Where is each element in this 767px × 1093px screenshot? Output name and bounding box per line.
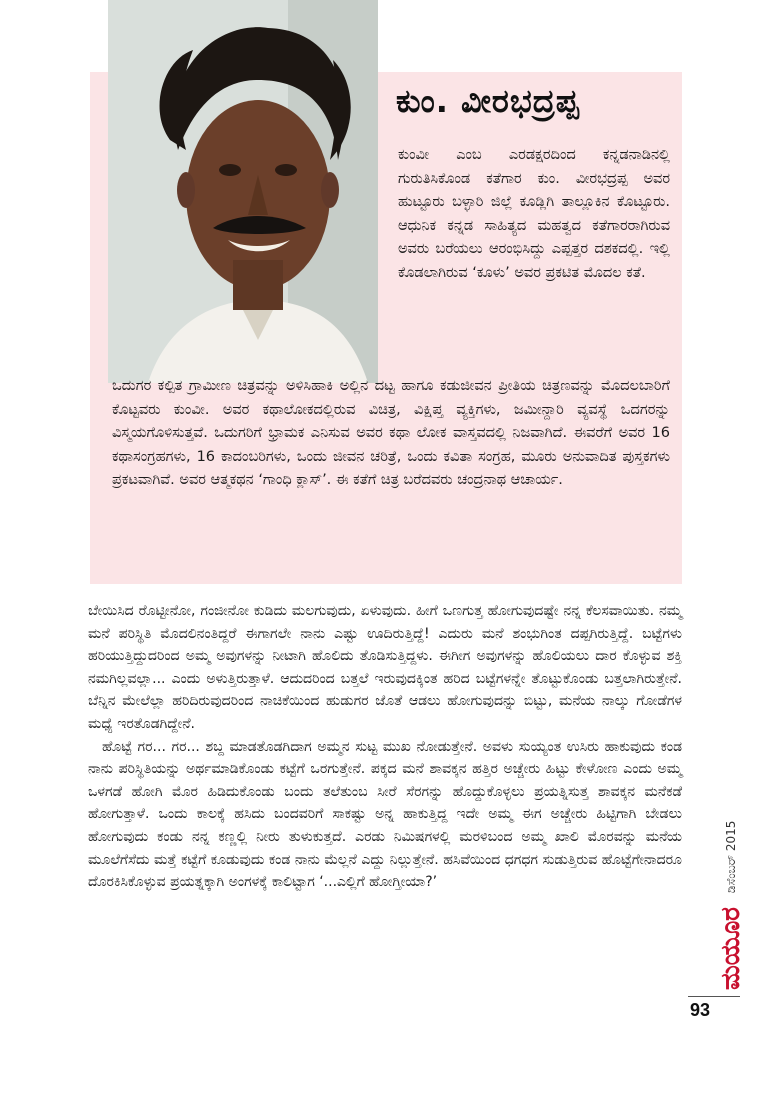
story-body bbox=[88, 600, 682, 894]
portrait-photo-icon bbox=[108, 0, 378, 383]
issue-date: ಡಿಸೆಂಬರ್ 2015 bbox=[724, 820, 738, 894]
magazine-brand: ಮಯೂರ bbox=[716, 907, 746, 990]
bio-intro-text bbox=[398, 144, 670, 286]
bio-paragraph: ಒದುಗರ ಕಲ್ಪಿತ ಗ್ರಾಮೀಣ ಚಿತ್ರವನ್ನು ಅಳಿಸಿಹಾಕಿ ಅಲ್ಲಿನ ದಟ್ಟ ಹಾಗೂ ಕಡುಜೀವನ ಪ್ರೀತಿಯ ಚಿತ್ರಣವನ್ನು ಮೊದಲಬಾರಿಗೆ ಕೊಟ್ಟವರು ಕುಂವೀ. ಅವರ ಕಥಾಲೋಕದಲ್ಲಿರುವ ವಿಚಿತ್ರ, ವಿಕ್ಷಿಪ್ತ ವ್ಯಕ್ತಿಗಳು, ಜಮೀನ್ದಾರಿ ವ್ಯವಸ್ಥೆ ಒದಗರನ್ನು ವಿಸ್ಮಯಗೊಳಿಸುತ್ತವೆ. ಒದುಗರಿಗೆ ಭ್ರಾಮಕ ಎನಿಸುವ ಅವರ ಕಥಾ ಲೋಕ ವಾಸ್ತವದಲ್ಲಿ ನಿಜವಾಗಿದೆ. ಈವರೆಗೆ ಅವರ 16 ಕಥಾಸಂಗ್ರಹಗಳು, 16 ಕಾದಂಬರಿಗಳು, ಒಂದು ಜೀವನ ಚರಿತ್ರೆ, ಒಂದು ಕವಿತಾ ಸಂಗ್ರಹ, ಮೂರು ಅನುವಾದಿತ ಪುಸ್ತಕಗಳು ಪ್ರಕಟವಾಗಿವೆ. ಅವರ ಆತ್ಮಕಥನ ‘ಗಾಂಧಿ ಕ್ಲಾಸ್’. ಈ ಕತೆಗೆ ಚಿತ್ರ ಬರೆದವರು ಚಂದ್ರನಾಥ ಆಚಾರ್ಯ. bbox=[112, 378, 670, 489]
bio-detail-text bbox=[112, 375, 670, 493]
footer-divider bbox=[688, 996, 740, 997]
author-name: ಕುಂ. ವೀರಭದ್ರಪ್ಪ bbox=[396, 82, 580, 120]
author-photo bbox=[108, 0, 378, 383]
story-paragraph: ಹೊಟ್ಟೆ ಗರ... ಗರ... ಶಬ್ದ ಮಾಡತೊಡಗಿದಾಗ ಅಮ್ಮನ ಸುಟ್ಟ ಮುಖ ನೋಡುತ್ತೇನೆ. ಅವಳು ಸುಯ್ಯಂತ ಉಸಿರು ಹಾಕುವುದು ಕಂಡ ನಾನು ಪರಿಸ್ಥಿತಿಯನ್ನು ಅರ್ಥಮಾಡಿಕೊಂಡು ಕಟ್ಟೆಗೆ ಒರಗುತ್ತೇನೆ. ಪಕ್ಕದ ಮನೆ ಶಾವಕ್ಕನ ಹತ್ತಿರ ಅಚ್ಚೇರು ಹಿಟ್ಟು ಕೇಳೋಣ ಎಂದು ಅಮ್ಮ ಒಳಗಡೆ ಹೋಗಿ ಮೊರ ಹಿಡಿದುಕೊಂಡು ಬಂದು ತಲೆತುಂಬ ಸೀರೆ ಸೆರಗನ್ನು ಹೊದ್ದುಕೊಳ್ಳಲು ಪ್ರಯತ್ನಿಸುತ್ತ ಶಾವಕ್ಕನ ಮನೆಕಡೆ ಹೋಗುತ್ತಾಳೆ. ಒಂದು ಕಾಲಕ್ಕೆ ಹಸಿದು ಬಂದವರಿಗೆ ಸಾಕಷ್ಟು ಅನ್ನ ಹಾಕುತ್ತಿದ್ದ ಇದೇ ಅಮ್ಮ ಈಗ ಅಚ್ಚೇರು ಹಿಟ್ಟಿಗಾಗಿ ಬೇಡಲು ಹೋಗುವುದು ಕಂಡು ನನ್ನ ಕಣ್ಣಲ್ಲಿ ನೀರು ತುಳುಕುತ್ತದೆ. ಎರಡು ನಿಮಿಷಗಳಲ್ಲಿ ಮರಳಿಬಂದ ಅಮ್ಮ ಖಾಲಿ ಮೊರವನ್ನು ಮನೆಯ ಮೂಲೆಗೆಸೆದು ಮತ್ತೆ ಕಟ್ಟೆಗೆ ಕೂಡುವುದು ಕಂಡ ನಾನು ಮೆಲ್ಲನೆ ಎದ್ದು ನಿಲ್ಲುತ್ತೇನೆ. ಹಸಿವೆಯಿಂದ ಧಗಧಗ ಸುಡುತ್ತಿರುವ ಹೊಟ್ಟೆಗೇನಾದರೂ ದೊರಕಿಸಿಕೊಳ್ಳುವ ಪ್ರಯತ್ನಕ್ಕಾಗಿ ಅಂಗಳಕ್ಕೆ ಕಾಲಿಟ್ಟಾಗ ‘...ಎಲ್ಲಿಗೆ ಹೋಗ್ತೀಯಾ?’ bbox=[88, 738, 682, 891]
bio-paragraph: ಕುಂವೀ ಎಂಬ ಎರಡಕ್ಷರದಿಂದ ಕನ್ನಡನಾಡಿನಲ್ಲಿ ಗುರುತಿಸಿಕೊಂಡ ಕತೆಗಾರ ಕುಂ. ವೀರಭದ್ರಪ್ಪ ಅವರ ಹುಟ್ಟೂರು ಬಳ್ಳಾರಿ ಜಿಲ್ಲೆ ಕೂಡ್ಲಿಗಿ ತಾಲ್ಲೂಕಿನ ಕೊಟ್ಟೂರು. ಆಧುನಿಕ ಕನ್ನಡ ಸಾಹಿತ್ಯದ ಮಹತ್ವದ ಕತೆಗಾರರಾಗಿರುವ ಅವರು ಬರೆಯಲು ಆರಂಭಿಸಿದ್ದು ಎಪ್ಪತ್ತರ ದಶಕದಲ್ಲಿ. ಇಲ್ಲಿ ಕೊಡಲಾಗಿರುವ ‘ಕೂಳು’ ಅವರ ಪ್ರಕಟಿತ ಮೊದಲ ಕತೆ. bbox=[398, 147, 670, 281]
page-number: 93 bbox=[690, 1000, 711, 1020]
magazine-side-label bbox=[696, 770, 746, 990]
story-paragraph: ಬೇಯಿಸಿದ ರೊಟ್ಟೀನೋ, ಗಂಜೀನೋ ಕುಡಿದು ಮಲಗುವುದು, ಏಳುವುದು. ಹೀಗೆ ಒಣಗುತ್ತ ಹೋಗುವುದಷ್ಟೇ ನನ್ನ ಕೆಲಸವಾಯಿತು. ನಮ್ಮ ಮನೆ ಪರಿಸ್ಥಿತಿ ಮೊದಲಿನಂತಿದ್ದರೆ ಈಗಾಗಲೇ ನಾನು ಎಷ್ಟು ಊದಿರುತ್ತಿದ್ದೆ! ಎದುರು ಮನೆ ಶಂಭುಗಿಂತ ದಪ್ಪಗಿರುತ್ತಿದ್ದೆ. ಬಟ್ಟೆಗಳು ಹರಿಯುತ್ತಿದ್ದುದರಿಂದ ಅಮ್ಮ ಅವುಗಳನ್ನು ನೀಟಾಗಿ ಹೊಲಿದು ತೊಡಿಸುತ್ತಿದ್ದಳು. ಈಗೀಗ ಅವುಗಳನ್ನು ಹೊಲಿಯಲು ದಾರ ಕೊಳ್ಳುವ ಶಕ್ತಿ ನಮಗಿಲ್ಲವಲ್ಲಾ... ಎಂದು ಅಳುತ್ತಿರುತ್ತಾಳೆ. ಆದುದರಿಂದ ಬತ್ತಲೆ ಇರುವುದಕ್ಕಿಂತ ಹರಿದ ಬಟ್ಟೆಗಳನ್ನೇ ತೊಟ್ಟುಕೊಂಡು ಬತ್ತಲಾಗಿರುತ್ತೇನೆ. ಬೆನ್ನಿನ ಮೇಲೆಲ್ಲಾ ಹರಿದಿರುವುದರಿಂದ ನಾಚಿಕೆಯಿಂದ ಹುಡುಗರ ಜೊತೆ ಆಡಲು ಹೋಗುವುದನ್ನು ಬಿಟ್ಟು, ಮನೆಯ ನಾಲ್ಕು ಗೋಡೆಗಳ ಮಧ್ಯೆ ಇರತೊಡಗಿದ್ದೇನೆ. bbox=[88, 603, 682, 732]
